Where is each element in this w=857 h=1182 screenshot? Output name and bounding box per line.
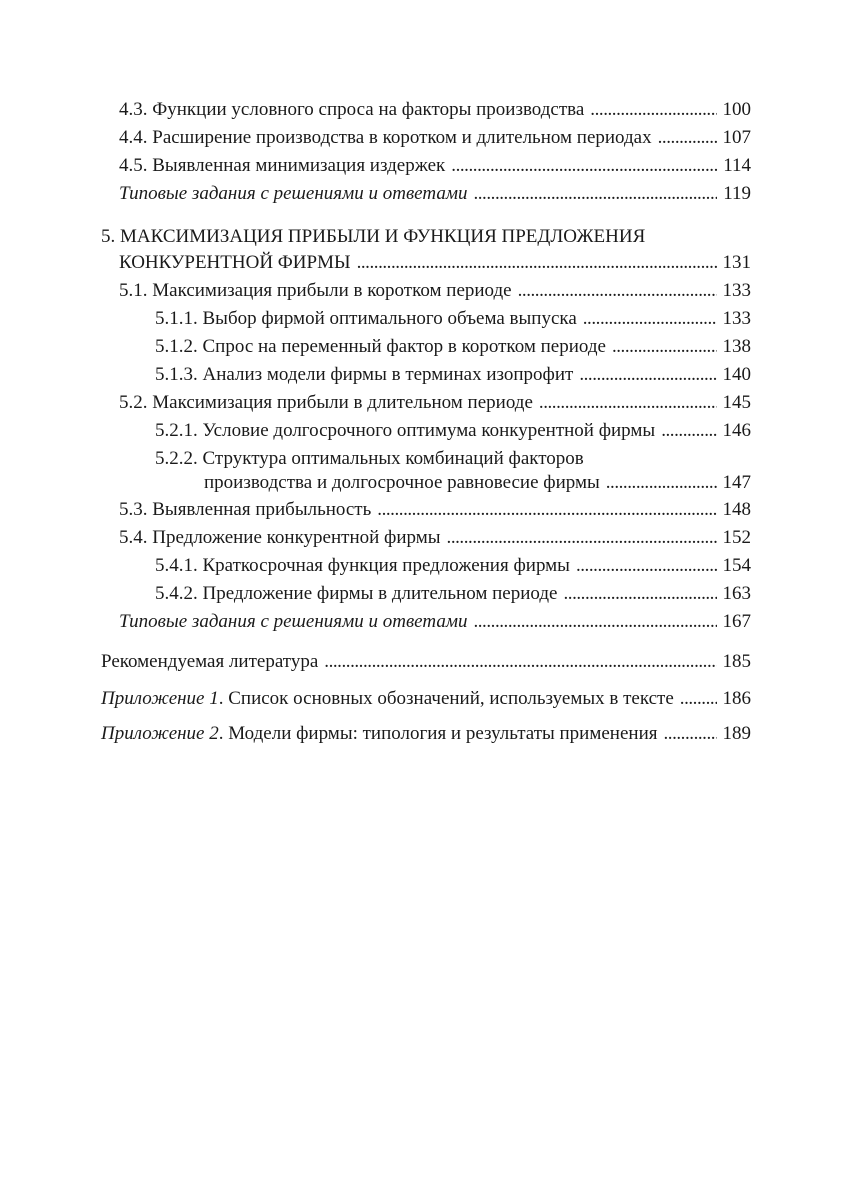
dot-leader xyxy=(590,97,716,123)
dot-leader xyxy=(612,334,717,360)
toc-entry-title: 5.1.2. Спрос на переменный фактор в коротком периоде xyxy=(155,336,606,357)
dot-leader xyxy=(473,181,717,207)
toc-entry-page: 185 xyxy=(722,651,751,672)
toc-entry[interactable] xyxy=(155,581,751,607)
dot-leader xyxy=(563,581,716,607)
dot-leader xyxy=(579,362,716,388)
toc-entry-title: Типовые задания с решениями и ответами xyxy=(119,183,468,204)
toc-entry-title xyxy=(101,721,663,747)
toc-entry[interactable] xyxy=(119,390,751,416)
toc-entry-page: 189 xyxy=(722,723,751,744)
dot-leader xyxy=(324,649,716,675)
appendix-title: . Модели фирмы: типология и результаты применения xyxy=(218,723,658,744)
toc-entry-title: 5.2.1. Условие долгосрочного оптимума конкурентной фирмы xyxy=(155,420,656,441)
toc-entry-page: 167 xyxy=(722,611,751,632)
toc-entry[interactable] xyxy=(101,649,751,675)
toc-entry[interactable] xyxy=(119,278,751,304)
toc-entry-page: 133 xyxy=(722,280,751,301)
toc-entry-title: 5.1.3. Анализ модели фирмы в терминах изопрофит xyxy=(155,364,574,385)
dot-leader xyxy=(539,390,717,416)
toc-entry-page: 119 xyxy=(723,183,751,204)
dot-leader xyxy=(606,470,717,496)
dot-leader xyxy=(576,553,717,579)
toc-entry[interactable] xyxy=(101,686,751,712)
toc-entry-page: 154 xyxy=(722,555,751,576)
dot-leader xyxy=(357,250,717,276)
dot-leader xyxy=(473,609,716,635)
appendix-title: . Список основных обозначений, используемых в тексте xyxy=(218,688,674,709)
toc-entry[interactable] xyxy=(155,418,751,444)
toc-entry-page: 114 xyxy=(723,155,751,176)
toc-entry-title xyxy=(101,686,680,712)
toc-entry-title: КОНКУРЕНТНОЙ ФИРМЫ xyxy=(119,252,351,273)
toc-entry-page: 107 xyxy=(722,127,751,148)
toc-entry[interactable] xyxy=(119,250,751,276)
dot-leader xyxy=(680,686,717,712)
toc-entry[interactable] xyxy=(101,721,751,747)
toc-entry-title: 5.3. Выявленная прибыльность xyxy=(119,499,372,520)
toc-entry-page: 145 xyxy=(722,392,751,413)
toc-entry-title: Рекомендуемая литература xyxy=(101,651,319,672)
dot-leader xyxy=(451,153,717,179)
toc-entry[interactable] xyxy=(155,334,751,360)
toc-entry[interactable] xyxy=(119,125,751,151)
toc-entry[interactable] xyxy=(119,153,751,179)
toc-entry-title: 5.4.2. Предложение фирмы в длительном периоде xyxy=(155,583,558,604)
toc-entry-title: 4.4. Расширение производства в коротком и длительном периодах xyxy=(119,127,652,148)
dot-leader xyxy=(658,125,717,151)
toc-entry[interactable] xyxy=(119,497,751,523)
toc-entry-page: 131 xyxy=(722,252,751,273)
toc-entry[interactable] xyxy=(119,609,751,635)
dot-leader xyxy=(663,721,716,747)
toc-entry[interactable] xyxy=(204,470,751,496)
toc-entry[interactable] xyxy=(155,306,751,332)
toc-entry-page: 100 xyxy=(722,99,751,120)
toc-entry-page: 146 xyxy=(722,420,751,441)
toc-entry-page: 133 xyxy=(722,308,751,329)
toc-entry[interactable] xyxy=(155,362,751,388)
toc-entry-page: 147 xyxy=(722,472,751,493)
toc-entry-title: 4.5. Выявленная минимизация издержек xyxy=(119,155,446,176)
dot-leader xyxy=(377,497,716,523)
toc-entry-title: 5.4.1. Краткосрочная функция предложения фирмы xyxy=(155,555,570,576)
toc-entry[interactable] xyxy=(155,553,751,579)
dot-leader xyxy=(583,306,717,332)
toc-entry-title: 4.3. Функции условного спроса на факторы производства xyxy=(119,99,585,120)
dot-leader xyxy=(447,525,717,551)
toc-entry-page: 186 xyxy=(722,688,751,709)
toc-entry[interactable] xyxy=(119,181,751,207)
toc-entry[interactable] xyxy=(119,525,751,551)
dot-leader xyxy=(518,278,717,304)
toc-entry-title: 5.4. Предложение конкурентной фирмы xyxy=(119,527,441,548)
toc-entry-page: 140 xyxy=(722,364,751,385)
toc-entry-title[interactable]: 5.2.2. Структура оптимальных комбинаций факторов xyxy=(155,448,584,469)
toc-entry-title: 5.2. Максимизация прибыли в длительном периоде xyxy=(119,392,533,413)
appendix-label: Приложение 2 xyxy=(101,723,219,744)
toc-entry-page: 163 xyxy=(722,583,751,604)
toc-entry-title: 5.1. Максимизация прибыли в коротком периоде xyxy=(119,280,512,301)
toc-entry-title: Типовые задания с решениями и ответами xyxy=(119,611,468,632)
toc-entry-page: 148 xyxy=(722,499,751,520)
toc-entry-title: производства и долгосрочное равновесие фирмы xyxy=(204,472,600,493)
toc-entry-title: 5.1.1. Выбор фирмой оптимального объема выпуска xyxy=(155,308,577,329)
dot-leader xyxy=(661,418,716,444)
toc-entry[interactable] xyxy=(119,97,751,123)
appendix-label: Приложение 1 xyxy=(101,688,219,709)
toc-chapter-title[interactable]: 5. МАКСИМИЗАЦИЯ ПРИБЫЛИ И ФУНКЦИЯ ПРЕДЛОЖЕНИЯ xyxy=(101,226,646,247)
toc-entry-page: 138 xyxy=(722,336,751,357)
toc-entry-page: 152 xyxy=(722,527,751,548)
